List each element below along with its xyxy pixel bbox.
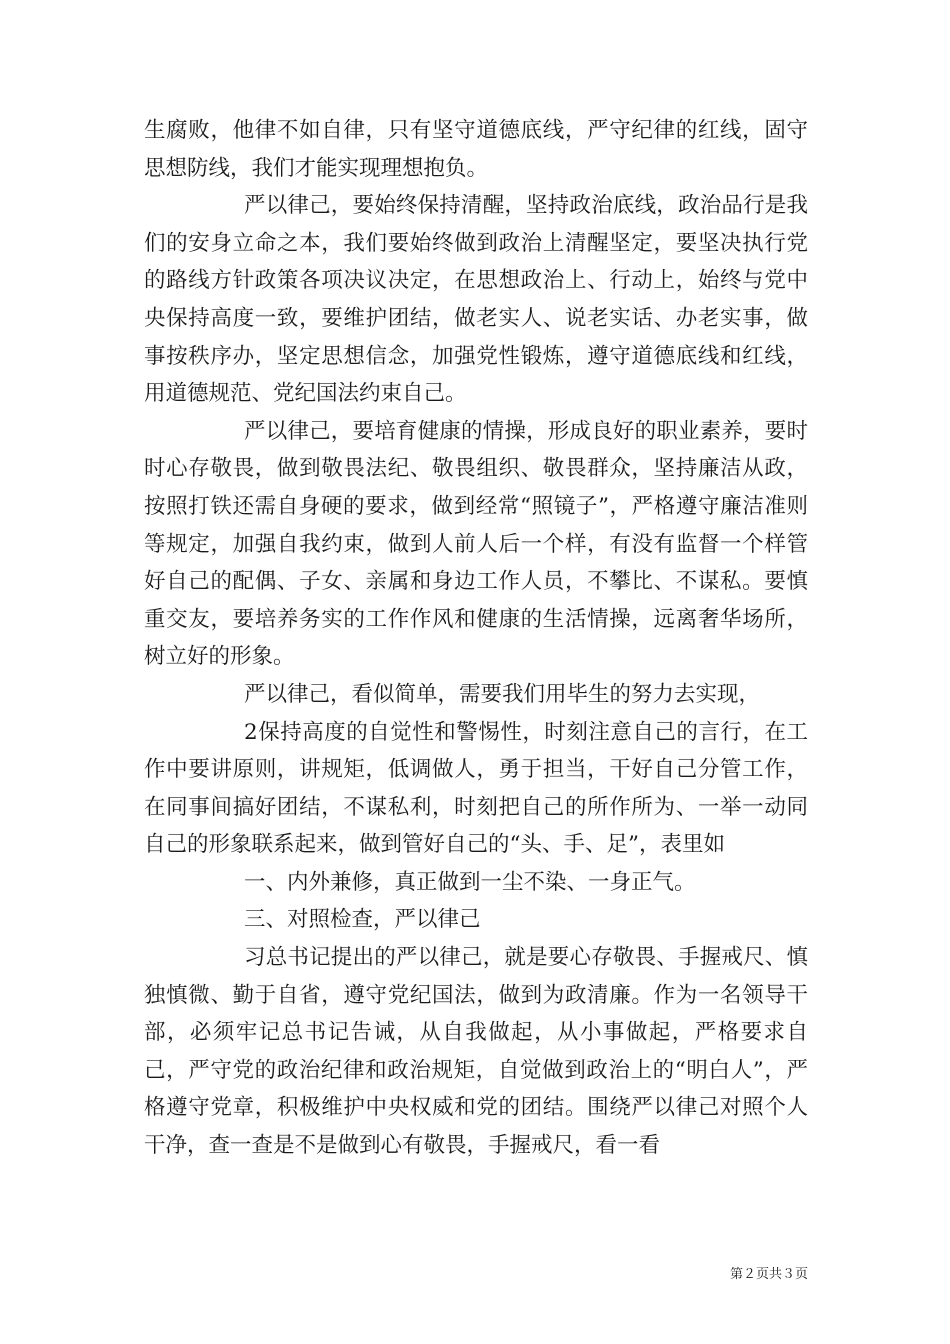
paragraph-6: 习总书记提出的严以律己，就是要心存敬畏、手握戒尺、慎独慎微、勤于自省，遵守党纪国法，做到为政清廉。作为一名领导干部，必须牢记总书记告诫，从自我做起，从小事做起，严格要求自己，严守党的政治纪律和政治规矩，自觉做到政治上的“明白人”，严格遵守党章，积极维护中央权威和党的团结。围绕严以律己对照个人干净，查一查是不是做到心有敬畏，手握戒尺，看一看 — [144, 945, 808, 1159]
paragraph-4: 严以律己，看似简单，需要我们用毕生的努力去实现， — [244, 681, 761, 707]
document-body — [144, 112, 808, 1165]
heading-section-3: 三、对照检查，严以律己 — [244, 907, 481, 933]
paragraph-3: 严以律己，要培育健康的情操，形成良好的职业素养，要时时心存敬畏，做到敬畏法纪、敬畏组织、敬畏群众，坚持廉洁从政，按照打铁还需自身硬的要求，做到经常“照镜子”，严格遵守廉洁准则等规定，加强自我约束，做到人前人后一个样，有没有监督一个样管好自己的配偶、子女、亲属和身边工作人员，不攀比、不谋私。要慎重交友，要培养务实的工作作风和健康的生活情操，远离奢华场所，树立好的形象。 — [144, 418, 808, 670]
paragraph-1: 生腐败，他律不如自律，只有坚守道德底线，严守纪律的红线，固守思想防线，我们才能实现理想抱负。 — [144, 118, 808, 181]
page-number-footer: 第２页共３页 — [729, 1267, 808, 1282]
paragraph-5: 2保持高度的自觉性和警惕性，时刻注意自己的言行，在工作中要讲原则，讲规矩，低调做人，勇于担当，干好自己分管工作，在同事间搞好团结，不谋私利，时刻把自己的所作所为、一举一动同自己的形象联系起来，做到管好自己的“头、手、足”，表里如 — [144, 719, 808, 858]
heading-section-1: 一、内外兼修，真正做到一尘不染、一身正气。 — [244, 869, 696, 895]
paragraph-2: 严以律己，要始终保持清醒，坚持政治底线，政治品行是我们的安身立命之本，我们要始终做到政治上清醒坚定，要坚决执行党的路线方针政策各项决议决定，在思想政治上、行动上，始终与党中央保持高度一致，要维护团结，做老实人、说老实话、办老实事，做事按秩序办，坚定思想信念，加强党性锻炼，遵守道德底线和红线，用道德规范、党纪国法约束自己。 — [144, 193, 808, 407]
